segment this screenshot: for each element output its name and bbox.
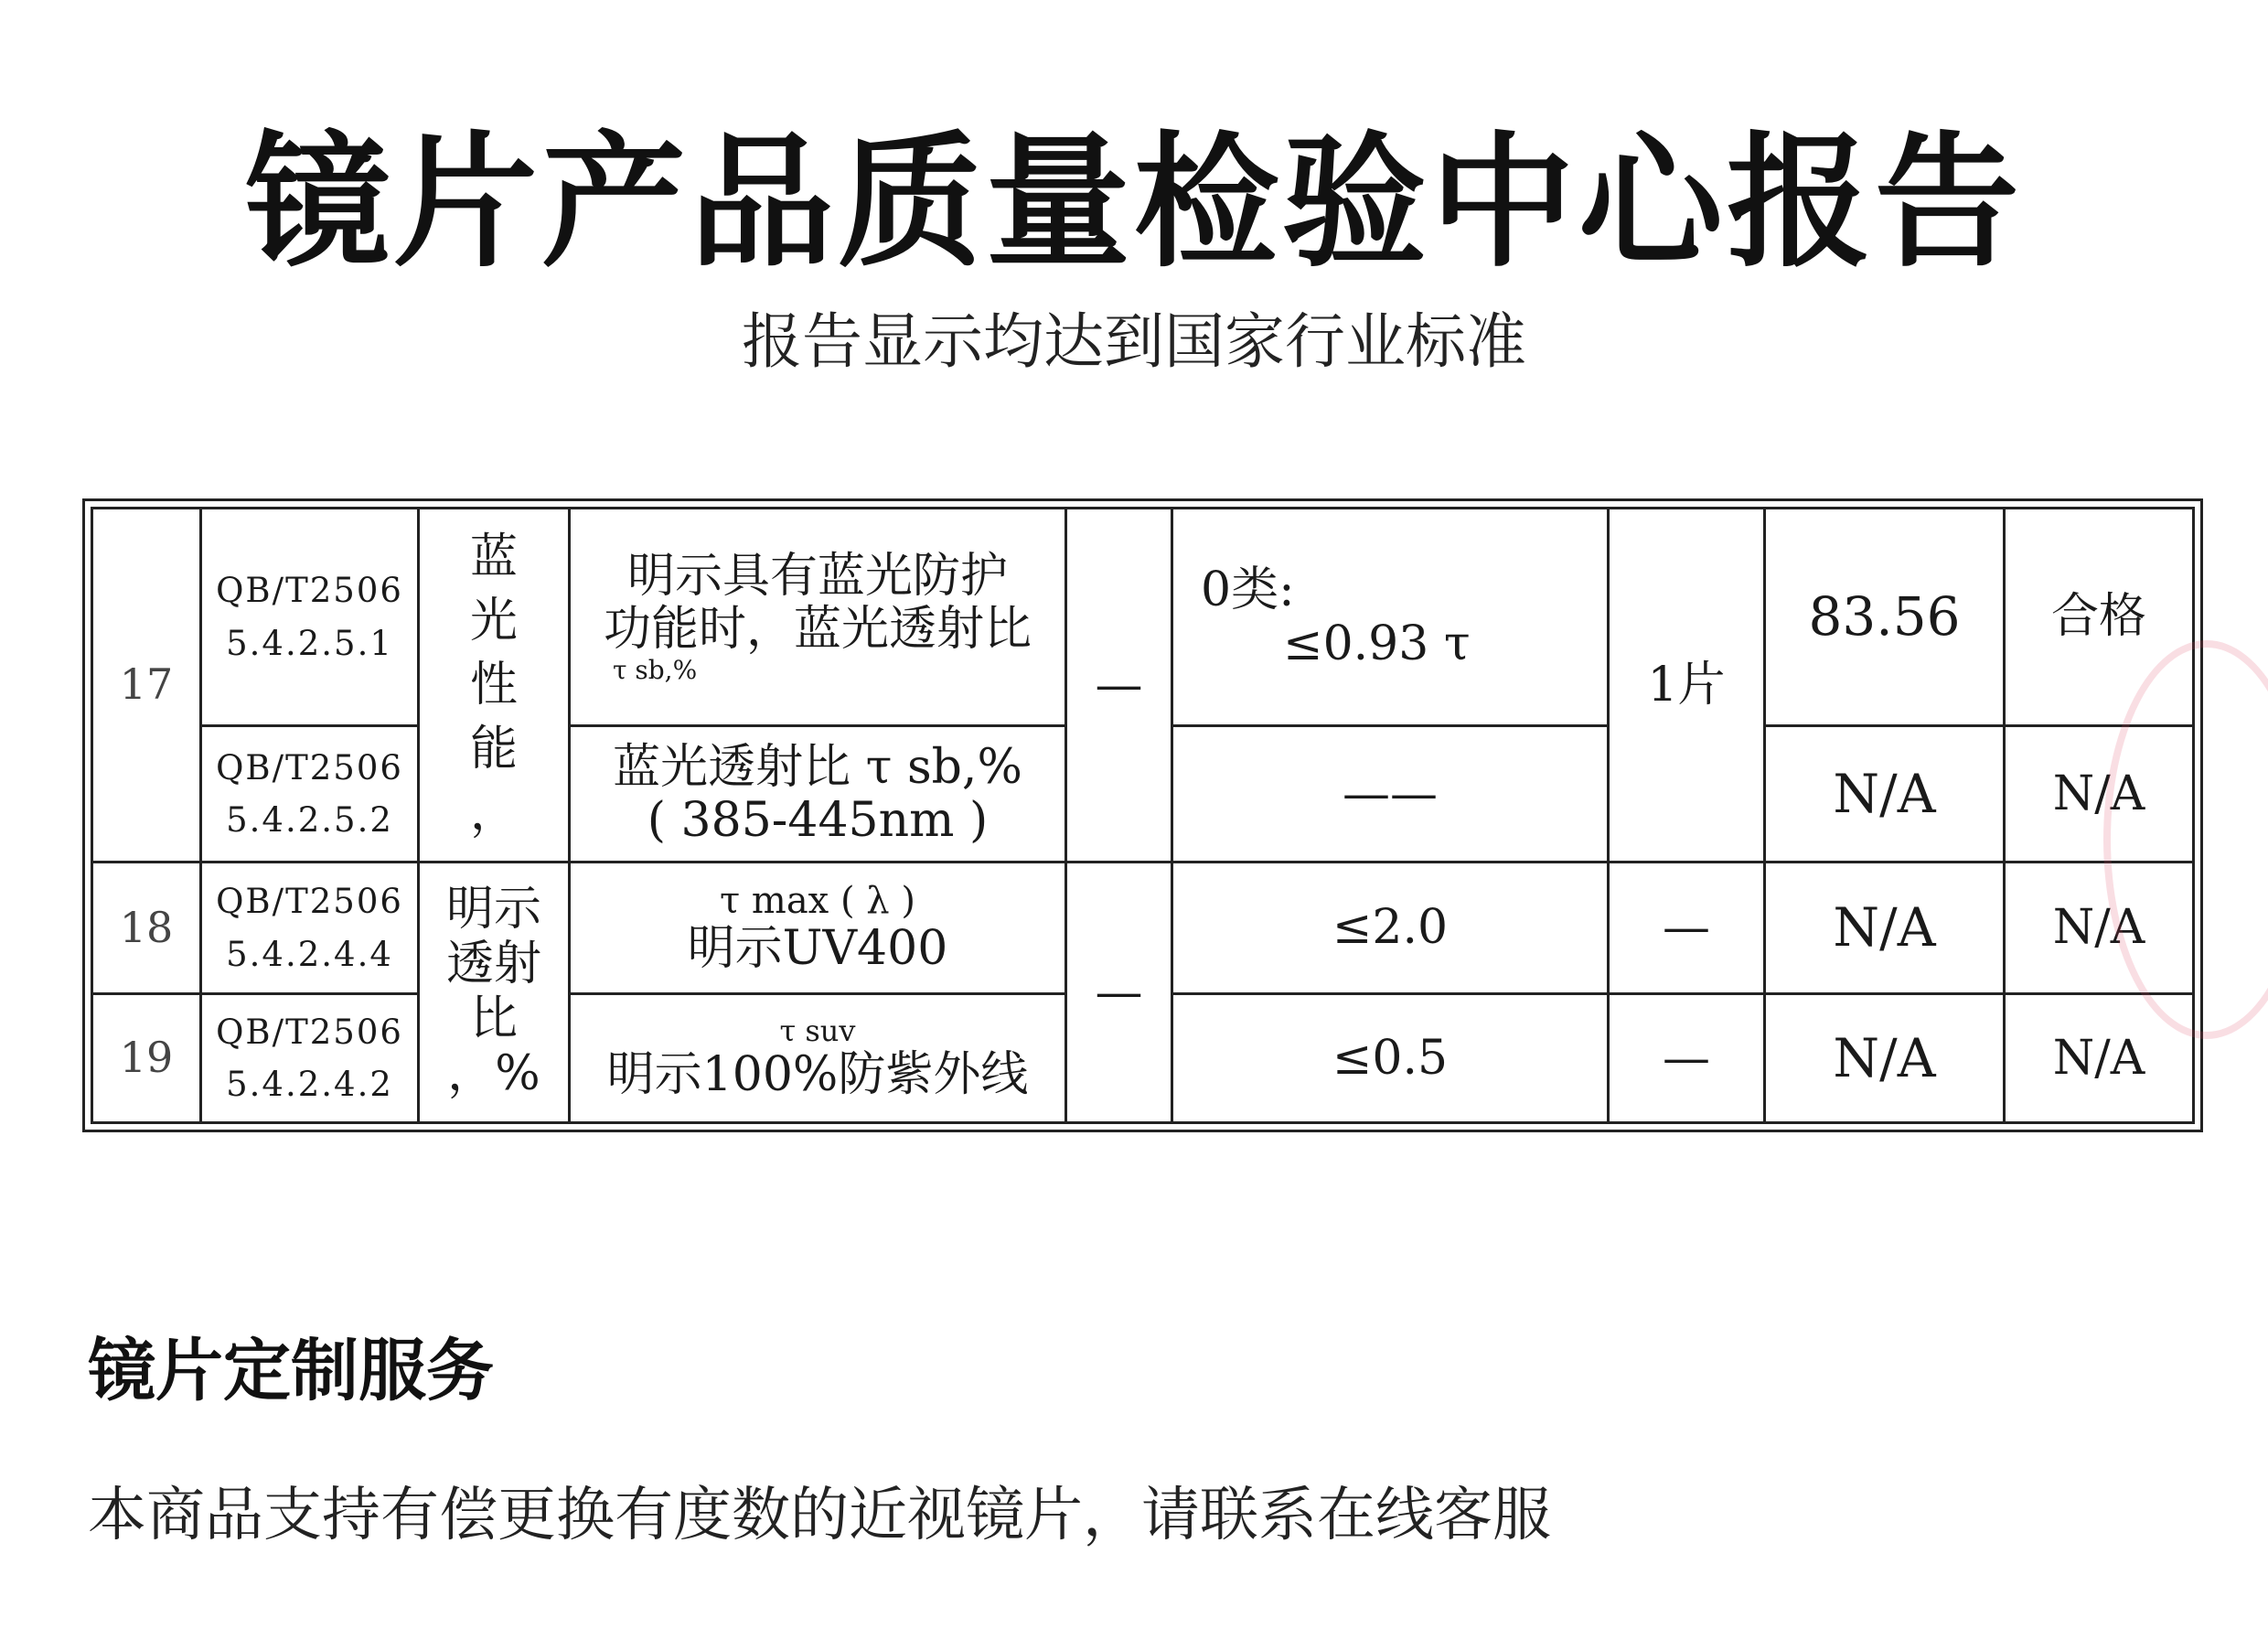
measured-value: 83.56 — [1765, 509, 2005, 726]
standard-clause: QB/T2506 5.4.2.4.4 — [201, 862, 419, 994]
standard-clause: QB/T2506 5.4.2.5.2 — [201, 726, 419, 862]
test-category: 明示 透射 比 ，% — [419, 862, 570, 1123]
measured-value: N/A — [1765, 994, 2005, 1123]
test-requirement: 蓝光透射比 τ sb,% ( 385-445nm ) — [570, 726, 1066, 862]
test-requirement: τ suv 明示100%防紫外线 — [570, 994, 1066, 1123]
dash-cell: — — [1066, 862, 1172, 1123]
result-cell: N/A — [2005, 862, 2194, 994]
limit-value: —— — [1172, 726, 1609, 862]
result-cell: N/A — [2005, 726, 2194, 862]
limit-value: ≤0.5 — [1172, 994, 1609, 1123]
item-number: 17 — [92, 509, 201, 862]
table-row — [92, 862, 2194, 994]
inspection-report-table — [91, 507, 2195, 1124]
test-category: 蓝 光 性 能 ， — [419, 509, 570, 862]
limit-value: ≤2.0 — [1172, 862, 1609, 994]
standard-clause: QB/T2506 5.4.2.4.2 — [201, 994, 419, 1123]
measured-value: N/A — [1765, 862, 2005, 994]
result-cell: 合格 — [2005, 509, 2194, 726]
dash-cell: — — [1066, 509, 1172, 862]
item-number: 18 — [92, 862, 201, 994]
test-requirement: 明示具有蓝光防护 功能时，蓝光透射比 τ sb,% — [570, 509, 1066, 726]
limit-value: 0类: ≤0.93 τ — [1172, 509, 1609, 726]
sample-quantity: 1片 — [1609, 509, 1765, 862]
table-row — [92, 509, 2194, 726]
result-cell: N/A — [2005, 994, 2194, 1123]
measured-value: N/A — [1765, 726, 2005, 862]
sample-quantity: — — [1609, 862, 1765, 994]
item-number: 19 — [92, 994, 201, 1123]
sample-quantity: — — [1609, 994, 1765, 1123]
test-requirement: τ max ( λ ) 明示UV400 — [570, 862, 1066, 994]
service-description: 本商品支持有偿更换有度数的近视镜片，请联系在线客服 — [88, 1482, 1551, 1549]
service-section-title: 镜片定制服务 — [88, 1332, 494, 1410]
page-subtitle: 报告显示均达到国家行业标准 — [742, 306, 1526, 377]
standard-clause: QB/T2506 5.4.2.5.1 — [201, 509, 419, 726]
page-title: 镜片产品质量检验中心报告 — [245, 119, 2023, 287]
